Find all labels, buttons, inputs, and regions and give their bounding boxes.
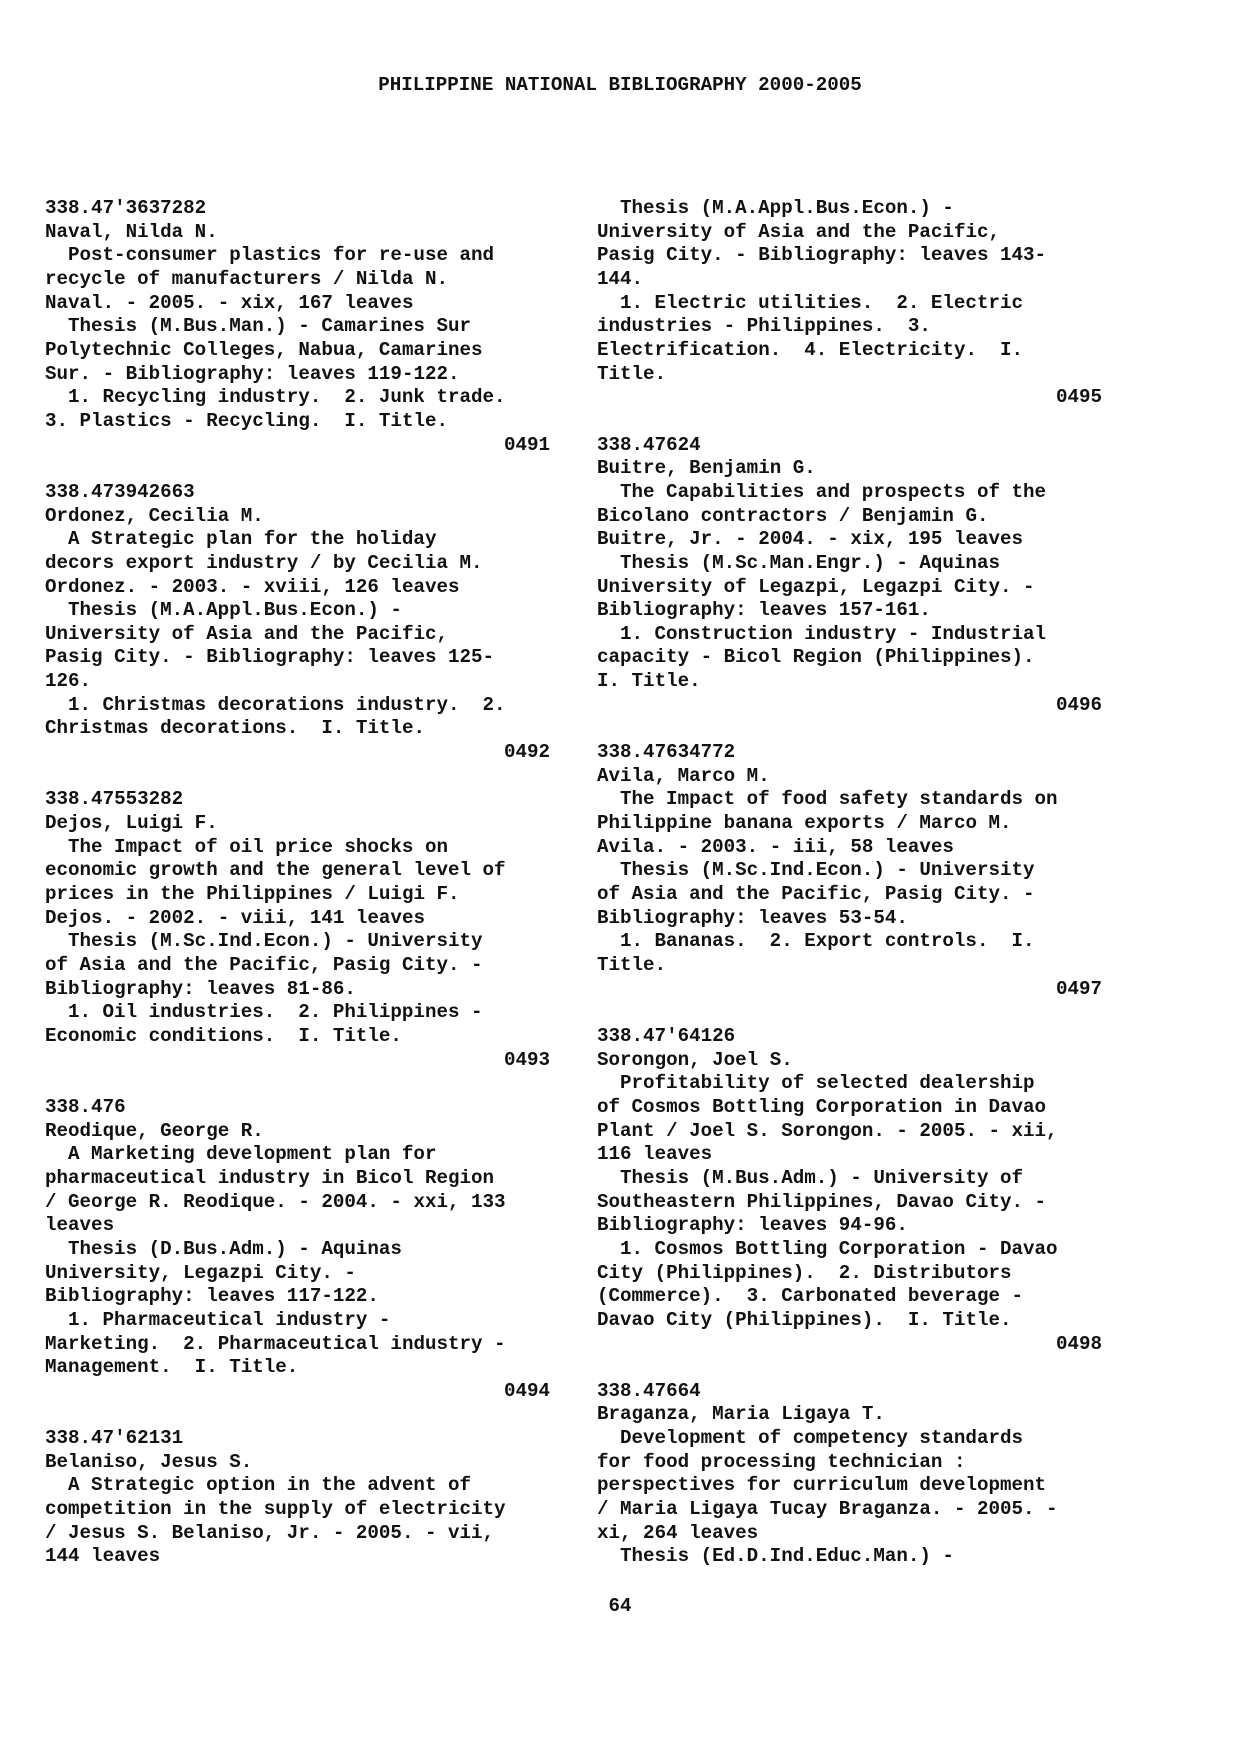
left-column xyxy=(45,197,550,1569)
subject-tracing-line: 1. Pharmaceutical industry - xyxy=(68,1308,391,1331)
subject-tracing-line: (Commerce). 3. Carbonated beverage - xyxy=(597,1285,1024,1308)
subject-tracing-line: 3. Plastics - Recycling. I. Title. xyxy=(45,409,449,432)
title-statement-line: decors export industry / by Cecilia M. xyxy=(45,551,483,574)
title-statement-line: Philippine banana exports / Marco M. xyxy=(597,812,1012,835)
title-statement-line: Ordonez. - 2003. - xviii, 126 leaves xyxy=(45,575,460,598)
thesis-note-line: Thesis (M.Bus.Man.) - Camarines Sur xyxy=(68,315,472,338)
title-statement-line: recycle of manufacturers / Nilda N. xyxy=(45,267,449,290)
thesis-note-line: 144. xyxy=(597,267,644,290)
subject-tracing-line: 1. Christmas decorations industry. 2. xyxy=(68,693,506,716)
title-statement-line: of Cosmos Bottling Corporation in Davao xyxy=(597,1095,1047,1118)
author-heading: Dejos, Luigi F. xyxy=(45,812,218,835)
classification-number: 338.47553282 xyxy=(45,788,184,811)
entry-number: 0494 xyxy=(503,1379,550,1402)
thesis-note-line: Sur. - Bibliography: leaves 119-122. xyxy=(45,362,460,385)
bibliographic-entry xyxy=(45,1427,550,1569)
thesis-note-line: Thesis (M.Sc.Ind.Econ.) - University xyxy=(620,859,1035,882)
entry-separator xyxy=(45,1403,550,1427)
subject-tracing-line: Economic conditions. I. Title. xyxy=(45,1024,402,1047)
subject-tracing-line: Christmas decorations. I. Title. xyxy=(45,717,425,740)
entry-number: 0492 xyxy=(503,741,550,764)
subject-tracing-line: 1. Oil industries. 2. Philippines - xyxy=(68,1001,483,1024)
subject-tracing-line: I. Title. xyxy=(597,670,701,693)
title-statement-line: The Impact of food safety standards on xyxy=(620,788,1058,811)
title-statement-line: competition in the supply of electricity xyxy=(45,1498,506,1521)
title-statement-line: A Strategic option in the advent of xyxy=(68,1474,472,1497)
classification-number: 338.473942663 xyxy=(45,480,195,503)
classification-number: 338.47664 xyxy=(597,1379,701,1402)
bibliographic-entry xyxy=(597,1380,1102,1569)
subject-tracing-line: 1. Electric utilities. 2. Electric xyxy=(620,291,1024,314)
title-statement-line: Development of competency standards xyxy=(620,1427,1024,1450)
subject-tracing-line: 1. Construction industry - Industrial xyxy=(620,622,1047,645)
classification-number: 338.47'64126 xyxy=(597,1024,736,1047)
page-number: 64 xyxy=(608,1595,632,1617)
thesis-note-line: Bibliography: leaves 81-86. xyxy=(45,977,356,1000)
bibliographic-entry xyxy=(45,481,550,765)
entry-separator xyxy=(597,1356,1102,1380)
bibliographic-entry xyxy=(597,434,1102,718)
subject-tracing-line: Marketing. 2. Pharmaceutical industry - xyxy=(45,1332,506,1355)
thesis-note-line: Bibliography: leaves 117-122. xyxy=(45,1285,379,1308)
title-statement-line: pharmaceutical industry in Bicol Region xyxy=(45,1166,495,1189)
entry-separator xyxy=(45,457,550,481)
classification-number: 338.47'3637282 xyxy=(45,197,207,219)
title-statement-line: leaves xyxy=(45,1214,115,1237)
title-statement-line: Bicolano contractors / Benjamin G. xyxy=(597,504,989,527)
title-statement-line: perspectives for curriculum development xyxy=(597,1474,1047,1497)
bibliographic-entry xyxy=(45,788,550,1072)
classification-number: 338.476 xyxy=(45,1095,126,1118)
subject-tracing-line: Electrification. 4. Electricity. I. xyxy=(597,338,1024,361)
subject-tracing-line: Title. xyxy=(597,362,667,385)
thesis-note-line: Southeastern Philippines, Davao City. - xyxy=(597,1190,1047,1213)
entry-number: 0493 xyxy=(503,1048,550,1071)
right-column xyxy=(597,197,1102,1569)
title-statement-line: / Jesus S. Belaniso, Jr. - 2005. - vii, xyxy=(45,1521,495,1544)
thesis-note-line: University, Legazpi City. - xyxy=(45,1261,356,1284)
author-heading: Avila, Marco M. xyxy=(597,764,770,787)
author-heading: Sorongon, Joel S. xyxy=(597,1048,793,1071)
title-statement-line: The Capabilities and prospects of the xyxy=(620,480,1047,503)
title-statement-line: xi, 264 leaves xyxy=(597,1521,759,1544)
entry-separator xyxy=(597,1001,1102,1025)
thesis-note-line: Thesis (M.Bus.Adm.) - University of xyxy=(620,1166,1024,1189)
title-statement-line: The Impact of oil price shocks on xyxy=(68,835,448,858)
entry-separator xyxy=(597,410,1102,434)
title-statement-line: 116 leaves xyxy=(597,1143,713,1166)
thesis-note-line: Thesis (D.Bus.Adm.) - Aquinas xyxy=(68,1237,402,1260)
entry-number: 0497 xyxy=(1055,977,1102,1000)
classification-number: 338.47624 xyxy=(597,433,701,456)
subject-tracing-line: City (Philippines). 2. Distributors xyxy=(597,1261,1012,1284)
thesis-note-line: of Asia and the Pacific, Pasig City. - xyxy=(45,954,483,976)
author-heading: Ordonez, Cecilia M. xyxy=(45,504,264,527)
thesis-note-line: Thesis (M.Sc.Ind.Econ.) - University xyxy=(68,930,483,953)
thesis-note-line: Thesis (M.Sc.Man.Engr.) - Aquinas xyxy=(620,551,1000,574)
classification-number: 338.47'62131 xyxy=(45,1427,184,1450)
bibliographic-entry xyxy=(597,197,1102,410)
thesis-note-line: Thesis (M.A.Appl.Bus.Econ.) - xyxy=(68,599,402,622)
thesis-note-line: University of Asia and the Pacific, xyxy=(597,220,1001,243)
author-heading: Braganza, Maria Ligaya T. xyxy=(597,1403,885,1426)
title-statement-line: Naval. - 2005. - xix, 167 leaves xyxy=(45,291,414,314)
author-heading: Naval, Nilda N. xyxy=(45,220,218,243)
subject-tracing-line: Management. I. Title. xyxy=(45,1356,299,1379)
title-statement-line: Profitability of selected dealership xyxy=(620,1072,1035,1095)
thesis-note-line: 126. xyxy=(45,670,92,693)
title-statement-line: / Maria Ligaya Tucay Braganza. - 2005. - xyxy=(597,1498,1058,1521)
title-statement-line: Dejos. - 2002. - viii, 141 leaves xyxy=(45,906,425,929)
thesis-note-line: University of Asia and the Pacific, xyxy=(45,622,449,645)
entry-number: 0495 xyxy=(1055,386,1102,409)
title-statement-line: prices in the Philippines / Luigi F. xyxy=(45,883,460,906)
subject-tracing-line: Title. xyxy=(597,954,667,976)
thesis-note-line: Bibliography: leaves 94-96. xyxy=(597,1214,908,1237)
classification-number: 338.47634772 xyxy=(597,741,736,764)
entry-separator xyxy=(597,717,1102,741)
bibliographic-entry xyxy=(597,1025,1102,1356)
bibliographic-entry xyxy=(45,197,550,457)
author-heading: Belaniso, Jesus S. xyxy=(45,1450,253,1473)
title-statement-line: Avila. - 2003. - iii, 58 leaves xyxy=(597,835,954,858)
subject-tracing-line: 1. Bananas. 2. Export controls. I. xyxy=(620,930,1035,953)
subject-tracing-line: capacity - Bicol Region (Philippines). xyxy=(597,646,1035,669)
author-heading: Reodique, George R. xyxy=(45,1119,264,1142)
bibliographic-entry xyxy=(45,1096,550,1404)
subject-tracing-line: industries - Philippines. 3. xyxy=(597,315,931,338)
title-statement-line: 144 leaves xyxy=(45,1545,161,1568)
title-statement-line: Post-consumer plastics for re-use and xyxy=(68,244,495,267)
title-statement-line: / George R. Reodique. - 2004. - xxi, 133 xyxy=(45,1190,506,1213)
thesis-note-line: University of Legazpi, Legazpi City. - xyxy=(597,575,1035,598)
bibliographic-entry xyxy=(597,741,1102,1001)
thesis-note-line: Bibliography: leaves 157-161. xyxy=(597,599,931,622)
title-statement-line: for food processing technician : xyxy=(597,1450,966,1473)
title-statement-line: economic growth and the general level of xyxy=(45,859,506,882)
thesis-note-line: Pasig City. - Bibliography: leaves 143- xyxy=(597,244,1047,267)
entry-separator xyxy=(45,1072,550,1096)
title-statement-line: A Marketing development plan for xyxy=(68,1143,437,1166)
subject-tracing-line: 1. Cosmos Bottling Corporation - Davao xyxy=(620,1237,1058,1260)
entry-separator xyxy=(45,765,550,789)
thesis-note-line: Thesis (Ed.D.Ind.Educ.Man.) - xyxy=(620,1545,954,1568)
title-statement-line: Buitre, Jr. - 2004. - xix, 195 leaves xyxy=(597,528,1024,551)
subject-tracing-line: Davao City (Philippines). I. Title. xyxy=(597,1308,1012,1331)
entry-number: 0498 xyxy=(1055,1332,1102,1355)
running-title: PHILIPPINE NATIONAL BIBLIOGRAPHY 2000-2005 xyxy=(378,74,862,96)
author-heading: Buitre, Benjamin G. xyxy=(597,457,816,480)
thesis-note-line: Bibliography: leaves 53-54. xyxy=(597,906,908,929)
thesis-note-line: Thesis (M.A.Appl.Bus.Econ.) - xyxy=(620,197,954,219)
thesis-note-line: Polytechnic Colleges, Nabua, Camarines xyxy=(45,338,483,361)
title-statement-line: Plant / Joel S. Sorongon. - 2005. - xii, xyxy=(597,1119,1058,1142)
subject-tracing-line: 1. Recycling industry. 2. Junk trade. xyxy=(68,386,506,409)
thesis-note-line: Pasig City. - Bibliography: leaves 125- xyxy=(45,646,495,669)
thesis-note-line: of Asia and the Pacific, Pasig City. - xyxy=(597,883,1035,906)
entry-number: 0496 xyxy=(1055,693,1102,716)
entry-number: 0491 xyxy=(503,433,550,456)
title-statement-line: A Strategic plan for the holiday xyxy=(68,528,437,551)
